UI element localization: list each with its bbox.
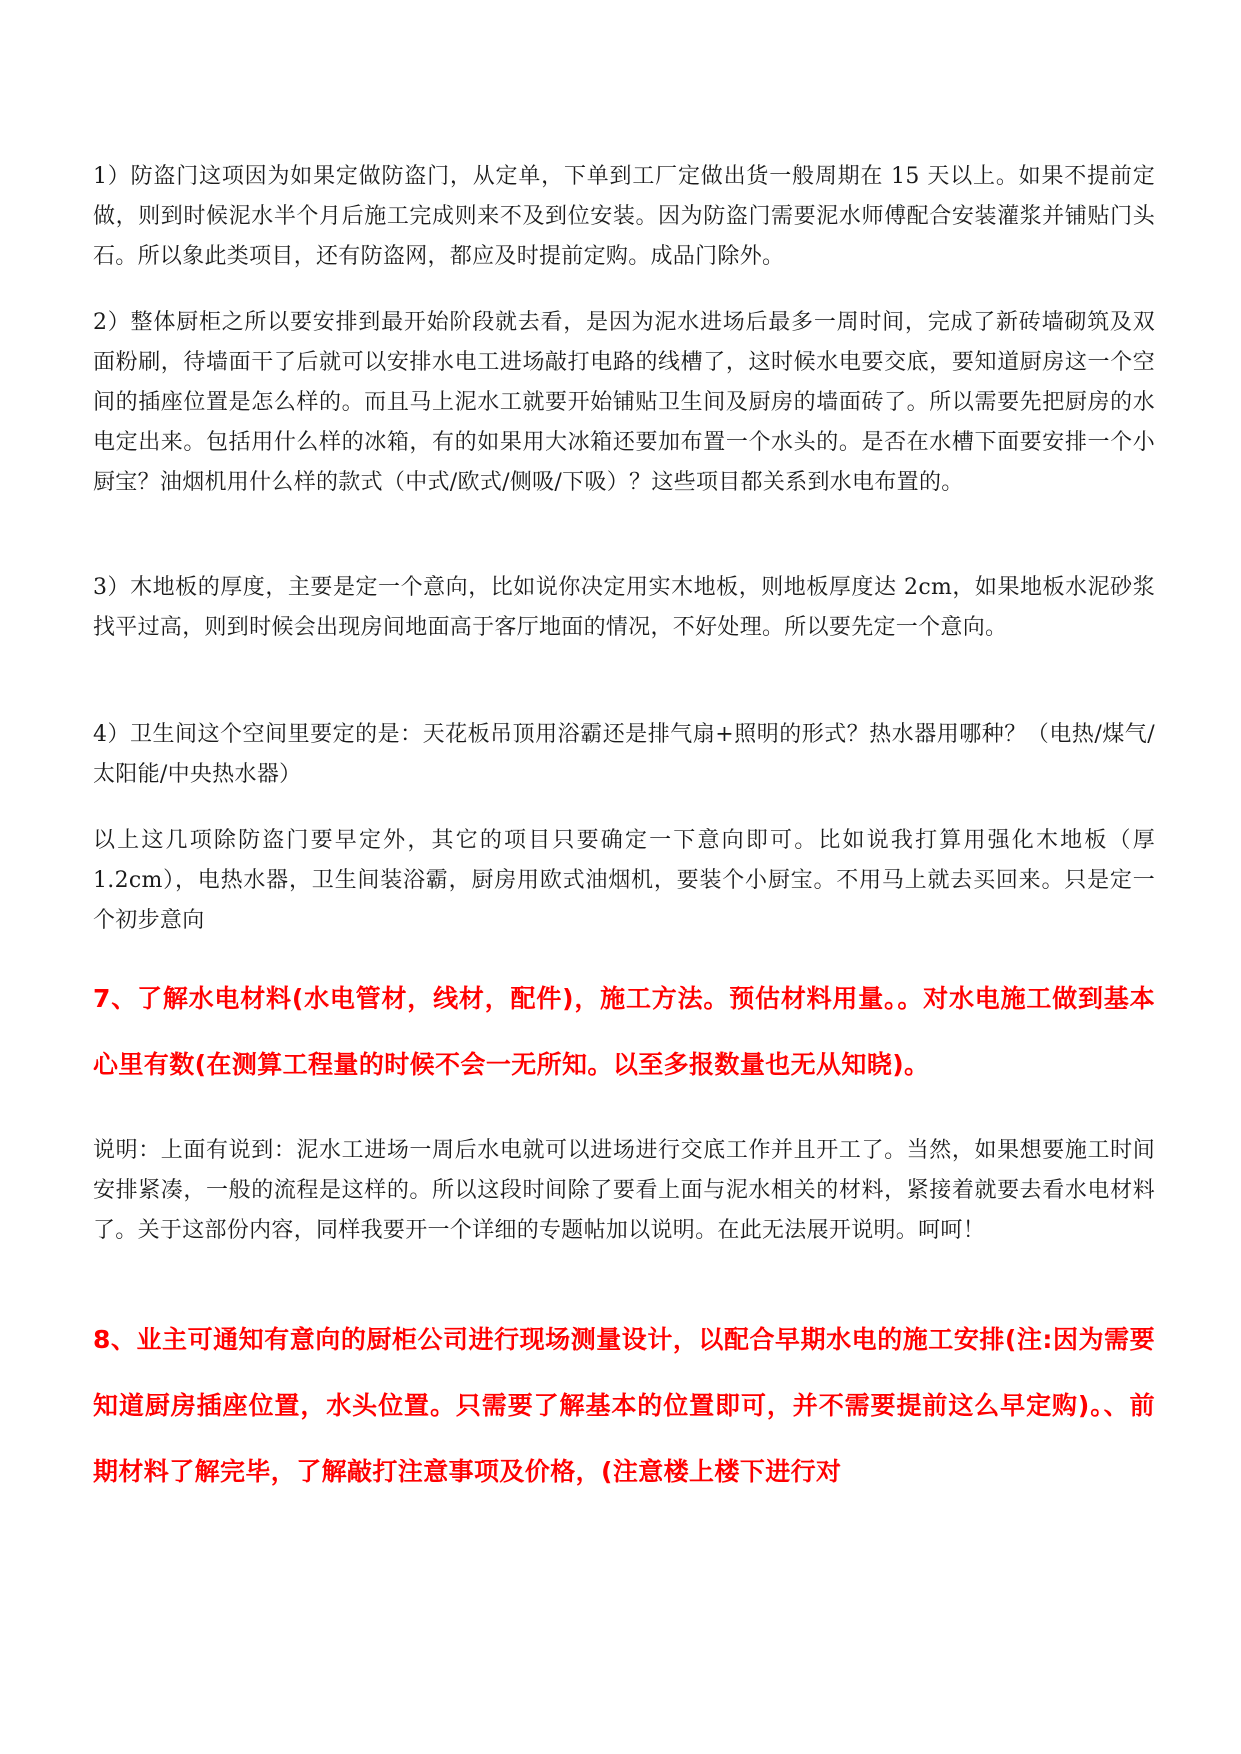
paragraph-explanation: 说明：上面有说到：泥水工进场一周后水电就可以进场进行交底工作并且开工了。当然，如果想要施工时间安排紧凑，一般的流程是这样的。所以这段时间除了要看上面与泥水相关的材料，紧接着就要去看水电材料了。关于这部份内容，同样我要开一个详细的专题帖加以说明。在此无法展开说明。呵呵！	[93, 1138, 1155, 1243]
paragraph-kitchen-cabinet: 2）整体厨柜之所以要安排到最开始阶段就去看，是因为泥水进场后最多一周时间，完成了新砖墙砌筑及双面粉刷，待墙面干了后就可以安排水电工进场敲打电路的线槽了，这时候水电要交底，要知道厨房这一个空间的插座位置是怎么样的。而且马上泥水工就要开始铺贴卫生间及厨房的墙面砖了。所以需要先把厨房的水电定出来。包括用什么样的冰箱，有的如果用大冰箱还要加布置一个水头的。是否在水槽下面要安排一个小厨宝？油烟机用什么样的款式（中式/欧式/侧吸/下吸）？这些项目都关系到水电布置的。	[93, 310, 1155, 495]
heading-step-7: 7、了解水电材料(水电管材，线材，配件)，施工方法。预估材料用量。。对水电施工做到基本心里有数(在测算工程量的时候不会一无所知。以至多报数量也无从知晓)。	[93, 984, 1155, 1079]
paragraph-bathroom: 4）卫生间这个空间里要定的是：天花板吊顶用浴霸还是排气扇+照明的形式？热水器用哪种？（电热/煤气/太阳能/中央热水器）	[93, 722, 1155, 787]
heading-step-8: 8、业主可通知有意向的厨柜公司进行现场测量设计，以配合早期水电的施工安排(注:因为需要知道厨房插座位置，水头位置。只需要了解基本的位置即可，并不需要提前这么早定购)。、前期材料了解完毕，了解敲打注意事项及价格，(注意楼上楼下进行对	[93, 1325, 1155, 1486]
paragraph-summary: 以上这几项除防盗门要早定外，其它的项目只要确定一下意向即可。比如说我打算用强化木地板（厚 1.2cm），电热水器，卫生间装浴霸，厨房用欧式油烟机，要装个小厨宝。不用马上就去买回来。只是定一个初步意向	[93, 828, 1155, 933]
paragraph-wood-floor: 3）木地板的厚度，主要是定一个意向，比如说你决定用实木地板，则地板厚度达 2cm，如果地板水泥砂浆找平过高，则到时候会出现房间地面高于客厅地面的情况，不好处理。所以要先定一个意向。	[93, 575, 1155, 640]
paragraph-anti-theft-door: 1）防盗门这项因为如果定做防盗门，从定单，下单到工厂定做出货一般周期在 15 天以上。如果不提前定做，则到时候泥水半个月后施工完成则来不及到位安装。因为防盗门需要泥水师傅配合安装灌浆并铺贴门头石。所以象此类项目，还有防盗网，都应及时提前定购。成品门除外。	[93, 164, 1155, 269]
